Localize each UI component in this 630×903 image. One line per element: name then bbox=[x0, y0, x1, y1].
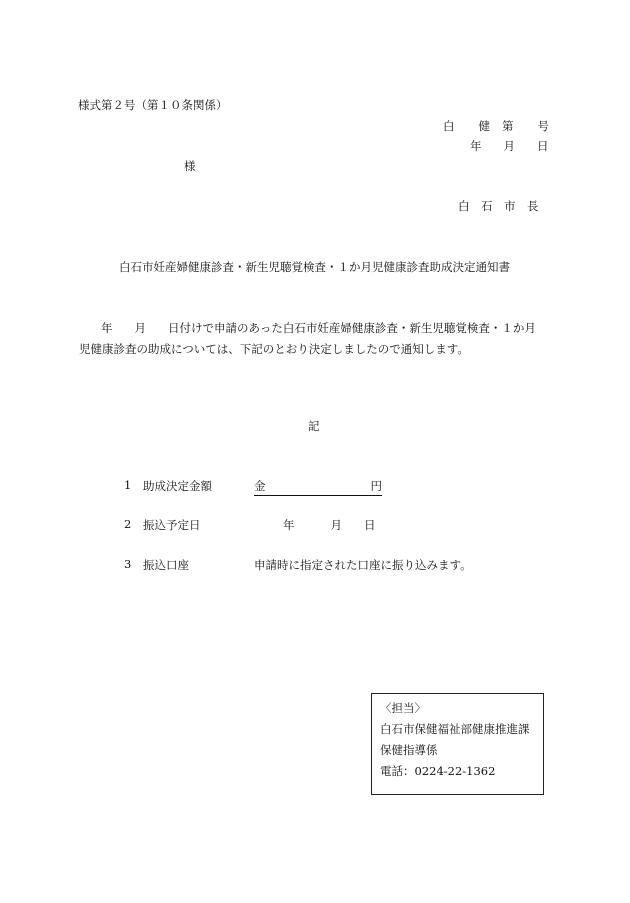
doc-number-dept: 健 bbox=[478, 119, 490, 133]
notice-month: 月 bbox=[134, 321, 146, 335]
notice-body bbox=[79, 318, 559, 360]
issue-date-year: 年 bbox=[470, 139, 482, 153]
doc-number-city: 白 bbox=[443, 119, 455, 133]
transfer-day: 日 bbox=[364, 518, 376, 532]
item-label-transfer-date: 振込予定日 bbox=[143, 518, 201, 532]
transfer-date bbox=[283, 517, 376, 533]
issue-date bbox=[470, 138, 549, 154]
issue-date-month: 月 bbox=[503, 139, 515, 153]
issue-date-day: 日 bbox=[537, 139, 549, 153]
issuer: 白 石 市 長 bbox=[458, 199, 539, 213]
doc-number-dai: 第 bbox=[502, 119, 514, 133]
notice-year: 年 bbox=[101, 321, 113, 335]
form-number: 様式第２号（第１０条関係） bbox=[78, 98, 228, 112]
doc-number-go: 号 bbox=[537, 119, 549, 133]
contact-section: 保健指導係 bbox=[380, 743, 438, 757]
addressee: 様 bbox=[184, 159, 196, 173]
item-number: 1 bbox=[124, 478, 132, 492]
transfer-year: 年 bbox=[283, 518, 295, 532]
account-note: 申請時に指定された口座に振り込みます。 bbox=[254, 558, 472, 572]
document-number bbox=[443, 118, 549, 134]
item-number: 3 bbox=[124, 557, 132, 571]
notice-line-1 bbox=[79, 318, 559, 339]
item-label-account: 振込口座 bbox=[143, 558, 189, 572]
amount-prefix: 金 bbox=[254, 479, 266, 493]
document-title: 白石市妊産婦健康診査・新生児聴覚検査・１か月児健康診査助成決定通知書 bbox=[119, 260, 510, 274]
transfer-month: 月 bbox=[330, 518, 342, 532]
notice-day-text: 日付けで申請のあった白石市妊産婦健康診査・新生児聴覚検査・１か月 bbox=[168, 321, 536, 335]
contact-phone: 電話：0224-22-1362 bbox=[380, 764, 496, 778]
amount-field bbox=[254, 478, 382, 496]
ki-heading: 記 bbox=[308, 419, 320, 433]
amount-suffix: 円 bbox=[370, 479, 382, 493]
notice-line-2: 児健康診査の助成については、下記のとおり決定しましたので通知します。 bbox=[79, 342, 469, 356]
contact-heading: 〈担当〉 bbox=[380, 701, 426, 715]
contact-box bbox=[371, 693, 544, 795]
contact-department: 白石市保健福祉部健康推進課 bbox=[380, 722, 530, 736]
item-label-amount: 助成決定金額 bbox=[143, 479, 212, 493]
item-number: 2 bbox=[124, 517, 132, 531]
